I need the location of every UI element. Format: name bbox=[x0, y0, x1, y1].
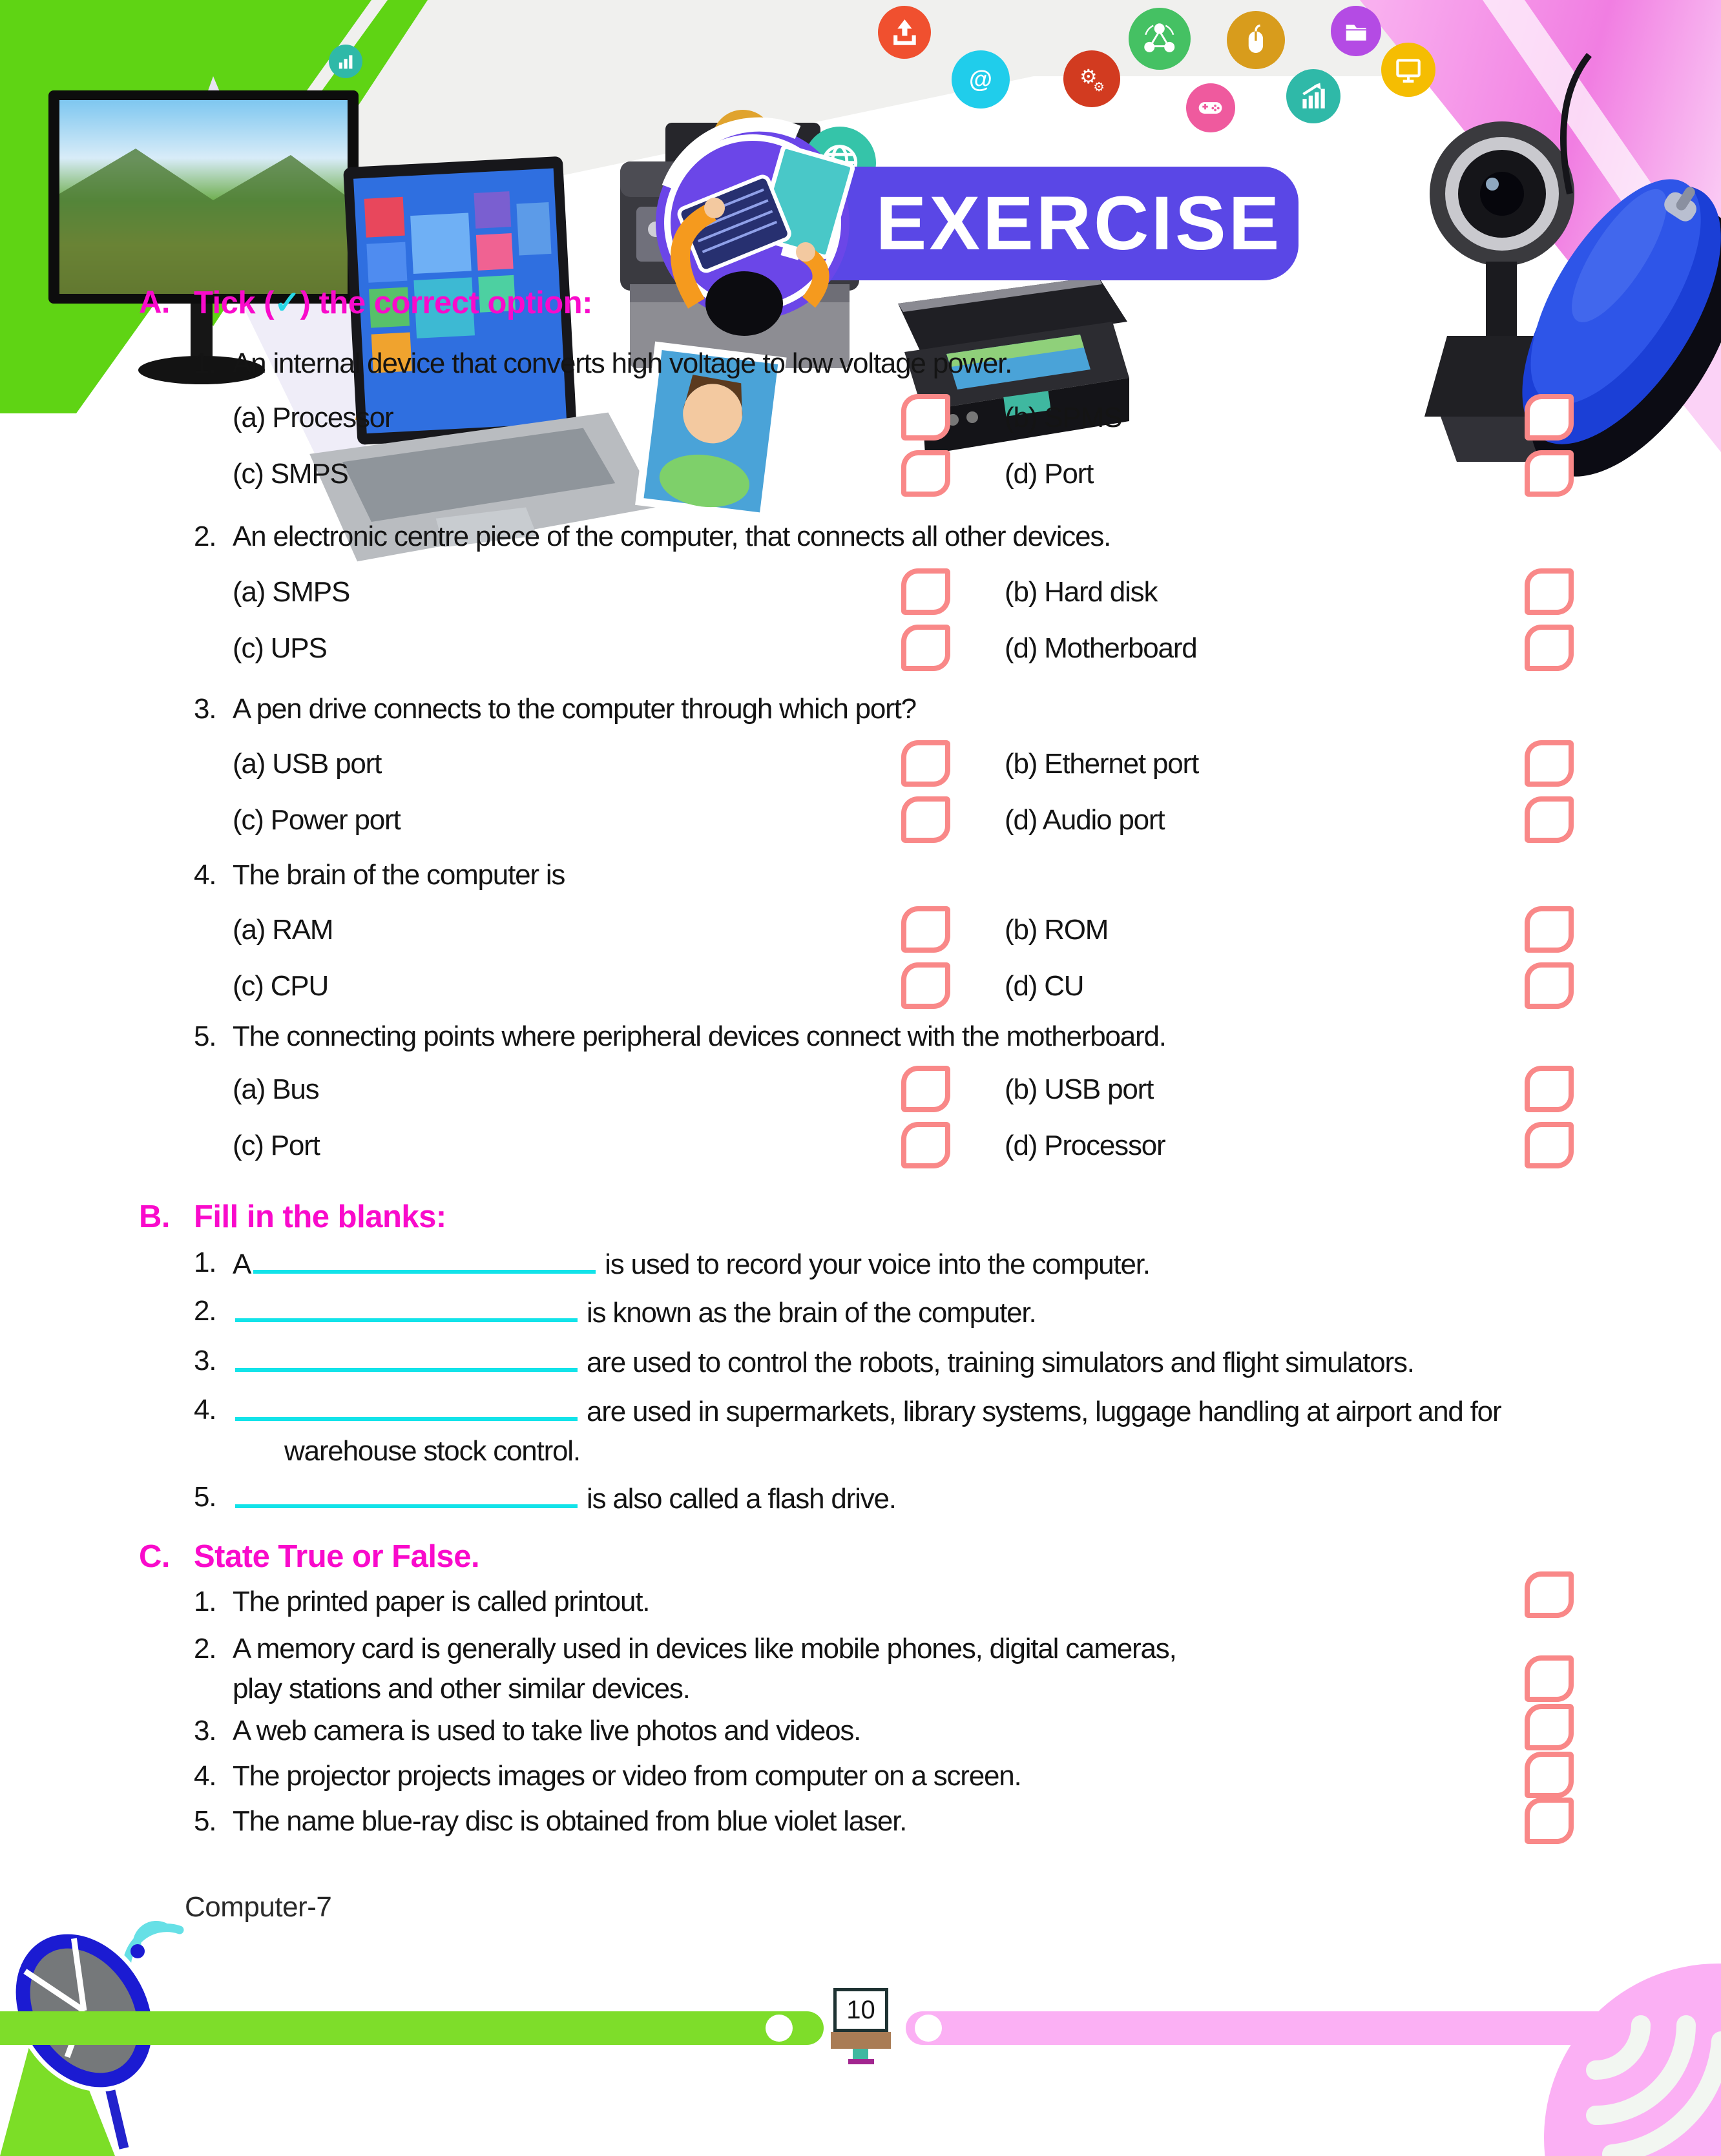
fill-blank-item-4-line2: warehouse stock control. bbox=[284, 1435, 580, 1467]
fill-blank-line[interactable] bbox=[235, 1295, 578, 1322]
answer-checkbox[interactable] bbox=[1525, 1798, 1574, 1844]
option-label: (a) RAM bbox=[233, 914, 333, 946]
monitor-icon bbox=[1381, 43, 1435, 97]
answer-checkbox[interactable] bbox=[1525, 450, 1574, 497]
answer-checkbox[interactable] bbox=[1525, 1066, 1574, 1112]
answer-checkbox[interactable] bbox=[901, 450, 950, 497]
answer-checkbox[interactable] bbox=[901, 1066, 950, 1112]
mcq-5-row-ab bbox=[0, 1066, 1721, 1116]
footer-green-bar bbox=[0, 2011, 824, 2045]
option-label: (d) CU bbox=[1005, 970, 1084, 1002]
mcq-4-row-ab bbox=[0, 906, 1721, 957]
answer-checkbox[interactable] bbox=[1525, 394, 1574, 441]
mcq-2-row-cd bbox=[0, 625, 1721, 675]
answer-checkbox[interactable] bbox=[1525, 1704, 1574, 1750]
answer-checkbox[interactable] bbox=[1525, 740, 1574, 787]
svg-text:⚙: ⚙ bbox=[1093, 79, 1105, 94]
answer-checkbox[interactable] bbox=[1525, 906, 1574, 953]
answer-checkbox[interactable] bbox=[1525, 1655, 1574, 1702]
answer-checkbox[interactable] bbox=[901, 394, 950, 441]
answer-checkbox[interactable] bbox=[1525, 796, 1574, 843]
gear-icon bbox=[1063, 50, 1120, 107]
upload-icon bbox=[878, 6, 931, 59]
answer-checkbox[interactable] bbox=[901, 906, 950, 953]
answer-checkbox[interactable] bbox=[1525, 1122, 1574, 1168]
mcq-1-row-cd bbox=[0, 450, 1721, 501]
fill-blank-line[interactable] bbox=[253, 1247, 596, 1274]
answer-checkbox[interactable] bbox=[901, 740, 950, 787]
answer-checkbox[interactable] bbox=[1525, 568, 1574, 615]
fill-blank-line[interactable] bbox=[235, 1481, 578, 1508]
option-label: (a) Bus bbox=[233, 1073, 319, 1105]
page-number-monitor-stand bbox=[853, 2049, 868, 2059]
answer-checkbox[interactable] bbox=[901, 568, 950, 615]
answer-checkbox[interactable] bbox=[901, 796, 950, 843]
option-label: (b) SPMS bbox=[1005, 402, 1122, 433]
option-label: (b) Ethernet port bbox=[1005, 748, 1198, 780]
answer-checkbox[interactable] bbox=[1525, 962, 1574, 1009]
mcq-2-row-ab bbox=[0, 568, 1721, 619]
option-label: (a) USB port bbox=[233, 748, 382, 780]
option-label: (d) Processor bbox=[1005, 1130, 1165, 1161]
gamepad-icon bbox=[1186, 83, 1235, 132]
mcq-1-row-ab bbox=[0, 394, 1721, 444]
answer-checkbox[interactable] bbox=[1525, 1571, 1574, 1618]
footer-pink-bar bbox=[906, 2011, 1655, 2045]
svg-text:@: @ bbox=[969, 66, 992, 93]
option-label: (d) Audio port bbox=[1005, 804, 1165, 836]
option-label: (b) USB port bbox=[1005, 1073, 1154, 1105]
option-label: (c) UPS bbox=[233, 632, 327, 664]
option-label: (a) Processor bbox=[233, 402, 393, 433]
textbook-exercise-page: @ ⚙ ⚙ EXERCISE A. Tick (✓) the correct option: 1. An internal device that converts high voltage to low voltage power. (a) Processor (b) SPMS (c) SMPS (d) Port 2. An electronic centre piece of the computer, that connects all other devices. (a) SMPS (b) Hard disk (c) UPS (d) Motherboard 3. A pen drive connects to the computer through which port? (a) USB port (b) Ethernet port (c) Power port (d) Audio port 4. The brain of the computer is (a) RAM (b) ROM (c) CPU (d) CU 5. The connecting points where peripheral devices connect with the motherboard. (a) Bus (b) USB port (c) Port (d) Processor B. Fill in the blanks: 1. A is used to record your voice into the computer. 2. is known as the brain of the computer. 3. are used to control the robots, training simulators and flight simulators. 4. are used in supermarkets, library systems, luggage handling at airport and for warehouse stock control. 5. is also called a flash drive. C. State True or False. 1. The printed paper is called printout. 2. A memory card is generally used in devices like mobile phones, digital cameras, play stations and other similar devices. 3. A web camera is used to take live photos and videos. 4. The projector projects images or video from computer on a screen. 5. The name blue-ray disc is obtained from blue violet laser. Computer-7 10 bbox=[0, 0, 1721, 2156]
growth-chart-icon bbox=[1286, 69, 1340, 123]
fill-blank-line[interactable] bbox=[235, 1394, 578, 1421]
footer-pink-bar-dot bbox=[915, 2015, 942, 2042]
option-label: (b) Hard disk bbox=[1005, 576, 1158, 608]
option-label: (d) Motherboard bbox=[1005, 632, 1197, 664]
exercise-banner-title: EXERCISE bbox=[875, 181, 1282, 266]
page-number-monitor-base bbox=[848, 2059, 874, 2064]
page-number-monitor bbox=[833, 1988, 888, 2032]
option-label: (c) SMPS bbox=[233, 458, 348, 490]
answer-checkbox[interactable] bbox=[901, 1122, 950, 1168]
true-false-item-2-line2: play stations and other similar devices. bbox=[233, 1673, 690, 1705]
option-label: (a) SMPS bbox=[233, 576, 350, 608]
option-label: (d) Port bbox=[1005, 458, 1094, 490]
option-label: (b) ROM bbox=[1005, 914, 1109, 946]
option-label: (c) Port bbox=[233, 1130, 320, 1161]
book-label: Computer-7 bbox=[185, 1891, 332, 1923]
answer-checkbox[interactable] bbox=[901, 625, 950, 671]
share-network-icon bbox=[1129, 8, 1191, 70]
bar-chart-icon bbox=[329, 45, 362, 78]
footer-green-bar-dot bbox=[766, 2015, 793, 2042]
page-number: 10 bbox=[846, 1995, 875, 2024]
mcq-4-row-cd bbox=[0, 962, 1721, 1013]
option-label: (c) Power port bbox=[233, 804, 401, 836]
page-number-monitor-bar bbox=[831, 2032, 891, 2049]
mouse-icon bbox=[1227, 11, 1285, 69]
at-sign-icon bbox=[952, 50, 1010, 109]
mcq-3-row-ab bbox=[0, 740, 1721, 791]
folder-icon bbox=[1331, 6, 1381, 56]
tick-symbol: ✓ bbox=[274, 285, 300, 320]
monitor-photo bbox=[48, 90, 359, 384]
answer-checkbox[interactable] bbox=[1525, 625, 1574, 671]
option-label: (c) CPU bbox=[233, 970, 329, 1002]
svg-text:⚙: ⚙ bbox=[1079, 65, 1098, 88]
wifi-signal-icon bbox=[1550, 1989, 1721, 2156]
answer-checkbox[interactable] bbox=[901, 962, 950, 1009]
mcq-3-row-cd bbox=[0, 796, 1721, 847]
fill-blank-line[interactable] bbox=[235, 1345, 578, 1372]
mcq-5-row-cd bbox=[0, 1122, 1721, 1172]
answer-checkbox[interactable] bbox=[1525, 1752, 1574, 1798]
person-at-computer-badge bbox=[640, 110, 872, 342]
